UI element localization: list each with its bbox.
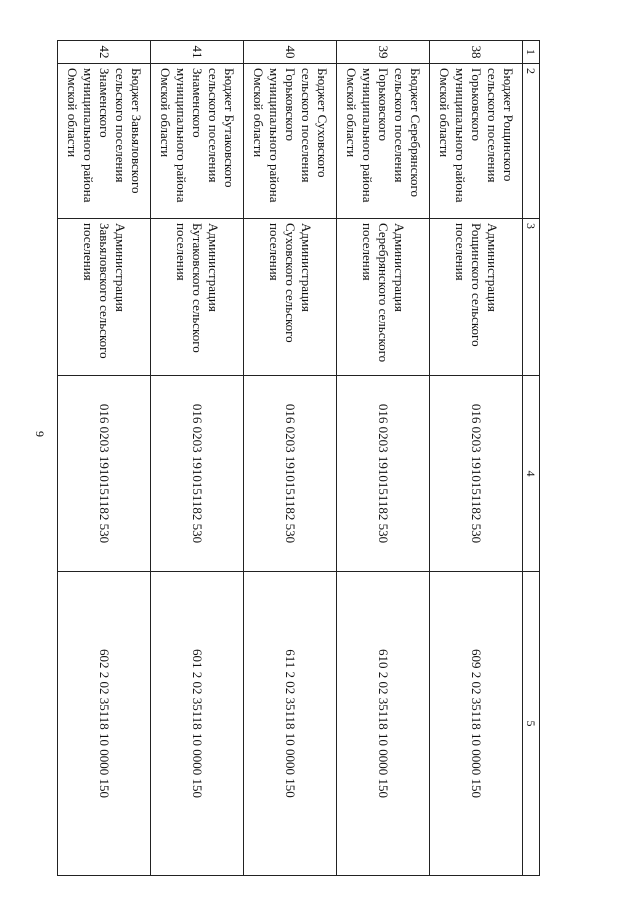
budget-name: Бюджет Серебрянского сельского поселения Горьковского муниципального района Омской области (337, 64, 430, 219)
header-col-3: 3 (523, 219, 540, 376)
revenue-code: 609 2 02 35118 10 0000 150 (430, 572, 523, 876)
budget-name: Бюджет Бутаковского сельского поселения Знаменского муниципального района Омской области (151, 64, 244, 219)
row-number: 38 (430, 41, 523, 64)
header-col-4: 4 (523, 376, 540, 572)
header-col-1: 1 (523, 41, 540, 64)
budget-name: Бюджет Завьяловского сельского поселения Знаменского муниципального района Омской области (58, 64, 151, 219)
expense-code: 016 0203 1910151182 530 (58, 376, 151, 572)
administrator: Администрация Завьяловского сельского поселения (58, 219, 151, 376)
expense-code: 016 0203 1910151182 530 (151, 376, 244, 572)
row-number: 39 (337, 41, 430, 64)
table-row (58, 41, 151, 876)
expense-code: 016 0203 1910151182 530 (430, 376, 523, 572)
revenue-code: 601 2 02 35118 10 0000 150 (151, 572, 244, 876)
table-row (244, 41, 337, 876)
row-number: 41 (151, 41, 244, 64)
revenue-code: 602 2 02 35118 10 0000 150 (58, 572, 151, 876)
row-number: 42 (58, 41, 151, 64)
row-number: 40 (244, 41, 337, 64)
administrator: Администрация Рощинского сельского поселения (430, 219, 523, 376)
expense-code: 016 0203 1910151182 530 (244, 376, 337, 572)
table-row (430, 41, 523, 876)
expense-code: 016 0203 1910151182 530 (337, 376, 430, 572)
header-col-2: 2 (523, 64, 540, 219)
table-row (151, 41, 244, 876)
budget-table (57, 40, 540, 876)
table-header-row (523, 41, 540, 876)
table-container (60, 40, 540, 830)
administrator: Администрация Серебрянского сельского поселения (337, 219, 430, 376)
administrator: Администрация Бутаковского сельского поселения (151, 219, 244, 376)
table-row (337, 41, 430, 876)
header-col-5: 5 (523, 572, 540, 876)
revenue-code: 610 2 02 35118 10 0000 150 (337, 572, 430, 876)
budget-name: Бюджет Рощинского сельского поселения Горьковского муниципального района Омской области (430, 64, 523, 219)
budget-name: Бюджет Суховского сельского поселения Горьковского муниципального района Омской области (244, 64, 337, 219)
page-number: 9 (33, 431, 47, 437)
administrator: Администрация Суховского сельского поселения (244, 219, 337, 376)
revenue-code: 611 2 02 35118 10 0000 150 (244, 572, 337, 876)
